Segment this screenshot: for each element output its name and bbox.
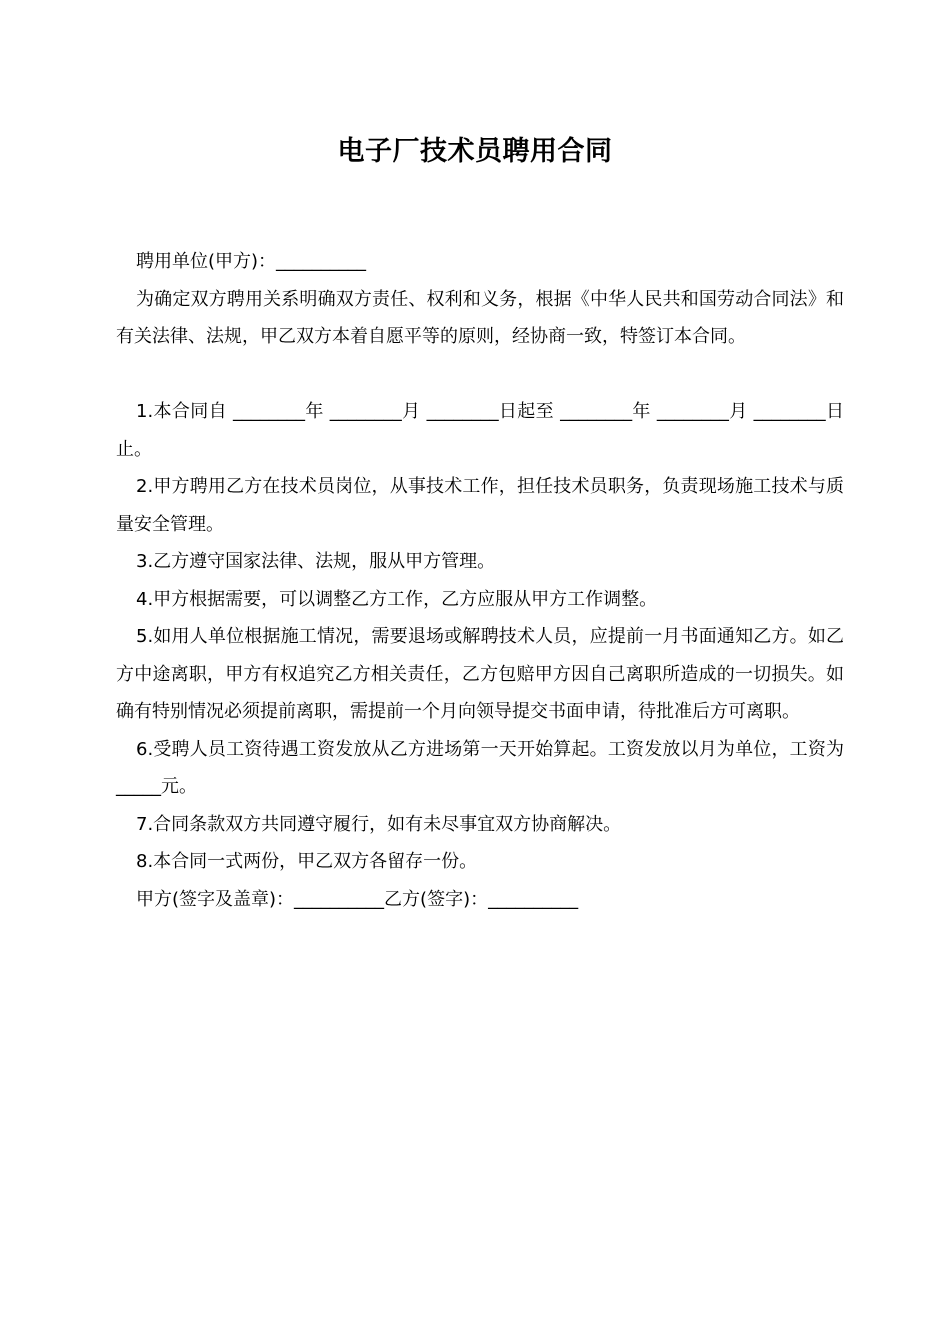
preamble-paragraph: 为确定双方聘用关系明确双方责任、权利和义务，根据《中华人民共和国劳动合同法》和有关法律、法规，甲乙双方本着自愿平等的原则，经协商一致，特签订本合同。 — [116, 288, 844, 347]
clause-3: 3.乙方遵守国家法律、法规，服从甲方管理。 — [136, 551, 496, 572]
employer-line: 聘用单位(甲方)：__________ — [136, 251, 367, 272]
clause-4: 4.甲方根据需要，可以调整乙方工作，乙方应服从甲方工作调整。 — [136, 588, 658, 610]
clause-2: 2.甲方聘用乙方在技术员岗位，从事技术工作，担任技术员职务，负责现场施工技术与质量安全管理。 — [116, 476, 844, 535]
signature-line: 甲方(签字及盖章)：__________乙方(签字)：__________ — [136, 888, 579, 910]
document-title: 电子厂技术员聘用合同 — [337, 136, 613, 167]
clause-8: 8.本合同一式两份，甲乙双方各留存一份。 — [136, 851, 478, 872]
document-body — [116, 243, 844, 918]
paragraph-spacer — [116, 356, 844, 394]
clause-6: 6.受聘人员工资待遇工资发放从乙方进场第一天开始算起。工资发放以月为单位，工资为_____元。 — [116, 738, 844, 797]
clause-5: 5.如用人单位根据施工情况，需要退场或解聘技术人员，应提前一月书面通知乙方。如乙方中途离职，甲方有权追究乙方相关责任，乙方包赔甲方因自己离职所造成的一切损失。如确有特别情况必须提前离职，需提前一个月向领导提交书面申请，待批准后方可离职。 — [116, 626, 844, 722]
clause-7: 7.合同条款双方共同遵守履行，如有未尽事宜双方协商解决。 — [136, 813, 622, 835]
clause-1: 1.本合同自 ________年 ________月 ________日起至 ________年 ________月 ________日止。 — [116, 401, 844, 460]
